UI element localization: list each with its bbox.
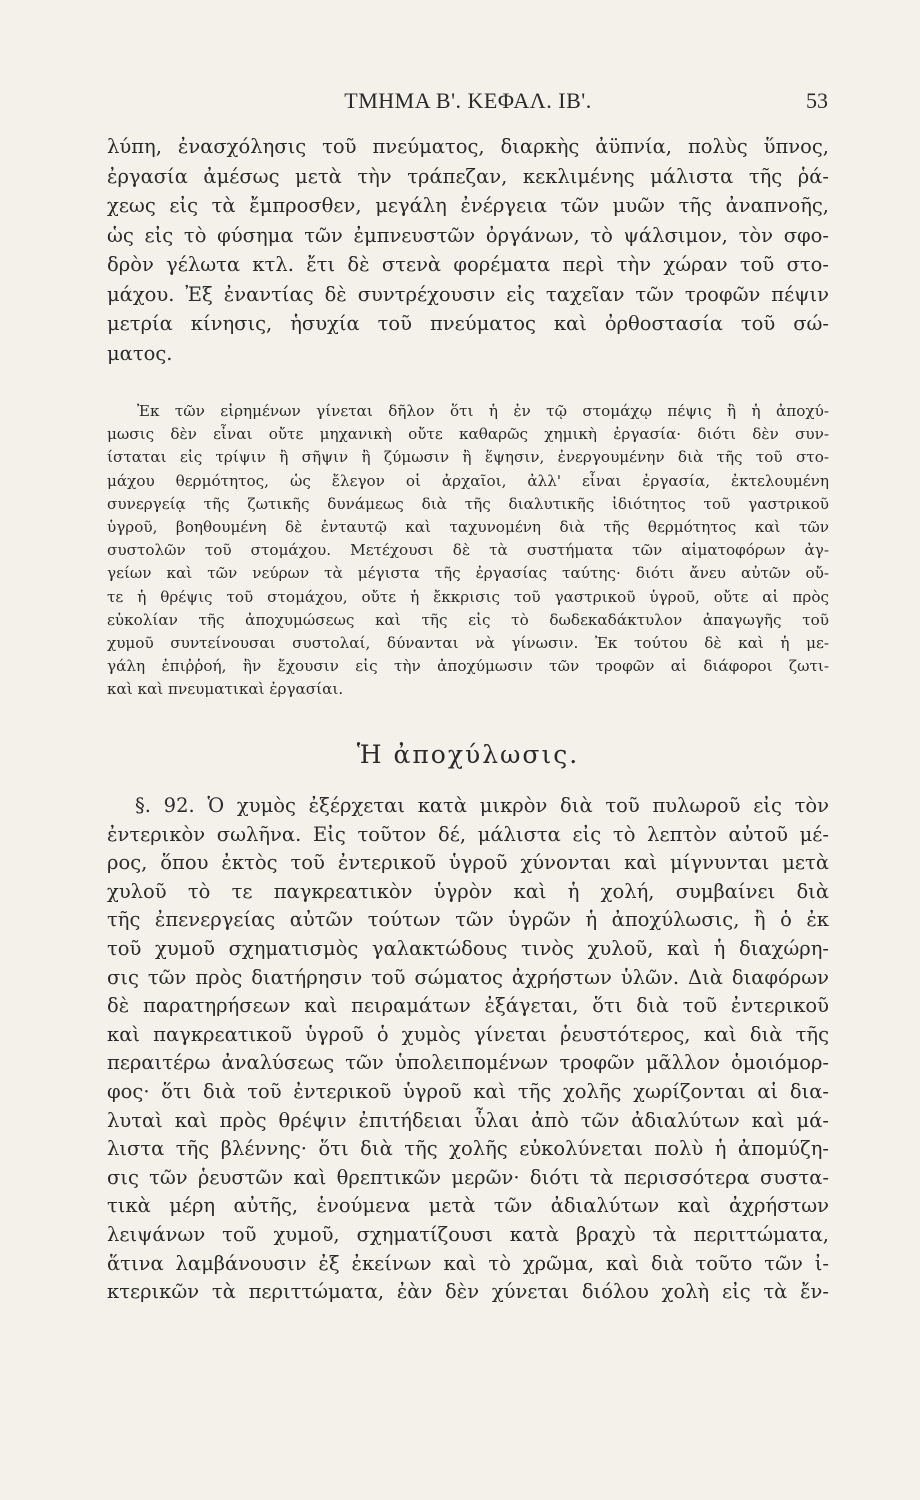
text-line: γείων καὶ τῶν νεύρων τὰ μέγιστα τῆς ἐργασίας ταύτης· διότι ἄνευ αὐτῶν οὔ- [107,564,829,583]
text-line: σις τῶν πρὸς διατήρησιν τοῦ σώματος ἀχρήστων ὑλῶν. Διὰ διαφόρων [107,965,829,989]
text-line: ρος, ὅπου ἐκτὸς τοῦ ἐντερικοῦ ὑγροῦ χύνονται καὶ μίγνυνται μετὰ [107,851,829,875]
text-line: συστολῶν τοῦ στομάχου. Μετέχουσι δὲ τὰ συστήματα τῶν αἱματοφόρων ἀγ- [107,541,829,560]
text-line: δρὸν γέλωτα κτλ. ἔτι δὲ στενὰ φορέματα περὶ τὴν χώραν τοῦ στο- [107,253,829,276]
text-line: τικὰ μέρη αὐτῆς, ἑνούμενα μετὰ τῶν ἀδιαλύτων καὶ ἀχρήστων [107,1194,829,1218]
text-line: λειψάνων τοῦ χυμοῦ, σχηματίζουσι κατὰ βραχὺ τὰ περιττώματα, [107,1222,829,1246]
text-line: ἅτινα λαμβάνουσιν ἐξ ἐκείνων καὶ τὸ χρῶμα, καὶ διὰ τοῦτο τῶν ἰ- [107,1251,829,1275]
text-line: Ἐκ τῶν εἰρημένων γίνεται δῆλον ὅτι ἡ ἐν τῷ στομάχῳ πέψις ἢ ἡ ἀποχύ- [137,402,829,420]
text-line: ματος. [107,341,173,365]
text-line: μετρία κίνησις, ἡσυχία τοῦ πνεύματος καὶ ὀρθοστασία τοῦ σώ- [107,312,829,335]
text-line: μάχου θερμότητος, ὡς ἔλεγον οἱ ἀρχαῖοι, ἀλλ' εἶναι ἐργασία, ἐκτελουμένη [107,471,829,490]
text-line: ὑγροῦ, βοηθουμένη δὲ ἐνταυτῷ καὶ ταχυνομένη διὰ τῆς θερμότητος καὶ τῶν [107,518,829,537]
text-line: χυλοῦ τὸ τε παγκρεατικὸν ὑγρὸν καὶ ἡ χολή, συμβαίνει διὰ [107,879,829,903]
text-line: δὲ παρατηρήσεων καὶ πειραμάτων ἐξάγεται, ὅτι διὰ τοῦ ἐντερικοῦ [107,994,829,1018]
text-line: μάχου. Ἐξ ἐναντίας δὲ συντρέχουσιν εἰς ταχεῖαν τῶν τροφῶν πέψιν [107,282,829,306]
text-line: φος· ὅτι διὰ τοῦ ἐντερικοῦ ὑγροῦ καὶ τῆς χολῆς χωρίζονται αἱ δια- [107,1079,829,1103]
section-title: Ἡ ἀποχύλωσις. [356,740,580,769]
text-line: τε ἡ θρέψις τοῦ στομάχου, οὔτε ἡ ἔκκρισις τοῦ γαστρικοῦ ὑγροῦ, οὔτε αἱ πρὸς [107,587,829,606]
page-number: 53 [806,88,828,113]
text-line: συνεργείᾳ τῆς ζωτικῆς δυνάμεως διὰ τῆς διαλυτικῆς ἰδιότητος τοῦ γαστρικοῦ [107,494,829,513]
paragraph-digestion-note [107,400,829,702]
text-line: περαιτέρω ἀναλύσεως τῶν ὑπολειπομένων τροφῶν μᾶλλον ὁμοιόμορ- [107,1051,829,1075]
text-line: ίσταται εἰς τρίψιν ἢ σῆψιν ἢ ζύμωσιν ἢ ἕψησιν, ἐνεργουμένην διὰ τῆς τοῦ στο- [107,448,829,467]
text-line: χυμοῦ συντείνουσαι συστολαί, δύνανται νὰ γίνωσιν. Ἐκ τούτου δὲ καὶ ἡ με- [107,634,829,653]
text-line: εὐκολίαν τῆς ἀποχυμώσεως καὶ τῆς εἰς τὸ δωδεκαδάκτυλον ἀπαγωγῆς τοῦ [107,610,829,629]
text-line: χεως εἰς τὰ ἔμπροσθεν, μεγάλη ἐνέργεια τῶν μυῶν τῆς ἀναπνοῆς, [107,194,829,217]
running-header [108,88,828,118]
paragraph-chylification [107,792,829,1307]
text-line: ἐντερικὸν σωλῆνα. Εἰς τοῦτον δέ, μάλιστα εἰς τὸ λεπτὸν αὐτοῦ μέ- [107,822,829,846]
text-line: λύπη, ἐνασχόλησις τοῦ πνεύματος, διαρκὴς ἀϋπνία, πολὺς ὕπνος, [107,135,829,158]
paragraph-causes [107,132,829,368]
text-line: καὶ καὶ πνευματικαὶ ἐργασίαι. [107,680,344,699]
text-line: §. 92. Ὁ χυμὸς ἐξέρχεται κατὰ μικρὸν διὰ τοῦ πυλωροῦ εἰς τὸν [135,794,829,817]
text-line: τῆς ἐπενεργείας αὐτῶν τούτων τῶν ὑγρῶν ἡ ἀποχύλωσις, ἢ ὁ ἐκ [107,908,829,932]
text-line: ὡς εἰς τὸ φύσημα τῶν ἐμπνευστῶν ὀργάνων, τὸ ψάλσιμον, τὸν σφο- [107,223,829,247]
text-line: ἐργασία ἀμέσως μετὰ τὴν τράπεζαν, κεκλιμένης μάλιστα τῆς ῥά- [107,164,829,188]
text-line: μωσις δὲν εἶναι οὔτε μηχανικὴ οὔτε καθαρῶς χημικὴ ἐργασία· διότι δὲν συν- [107,425,829,444]
text-line: σις τῶν ῥευστῶν καὶ θρεπτικῶν μερῶν· διότι τὰ περισσότερα συστα- [107,1165,829,1189]
text-line: τοῦ χυμοῦ σχηματισμὸς γαλακτώδους τινὸς χυλοῦ, καὶ ἡ διαχώρη- [107,936,829,960]
text-line: κτερικῶν τὰ περιττώματα, ἐὰν δὲν χύνεται διόλου χολὴ εἰς τὰ ἔν- [107,1280,829,1304]
text-line: καὶ παγκρεατικοῦ ὑγροῦ ὁ χυμὸς γίνεται ῥευστότερος, καὶ διὰ τῆς [107,1022,829,1046]
header-title: ΤΜΗΜΑ Β'. ΚΕΦΑΛ. ΙΒ'. [344,88,592,113]
text-line: λυταὶ καὶ πρὸς θρέψιν ἐπιτήδειαι ὗλαι ἀπὸ τῶν ἀδιαλύτων καὶ μά- [107,1108,829,1132]
text-line: γάλη ἐπιῤῥοή, ἣν ἔχουσιν εἰς τὴν ἀποχύμωσιν τῶν τροφῶν αἱ διάφοροι ζωτι- [107,657,829,676]
text-line: λιστα τῆς βλέννης· ὅτι διὰ τῆς χολῆς εὐκολύνεται πολὺ ἡ ἀπομύζη- [107,1137,829,1161]
